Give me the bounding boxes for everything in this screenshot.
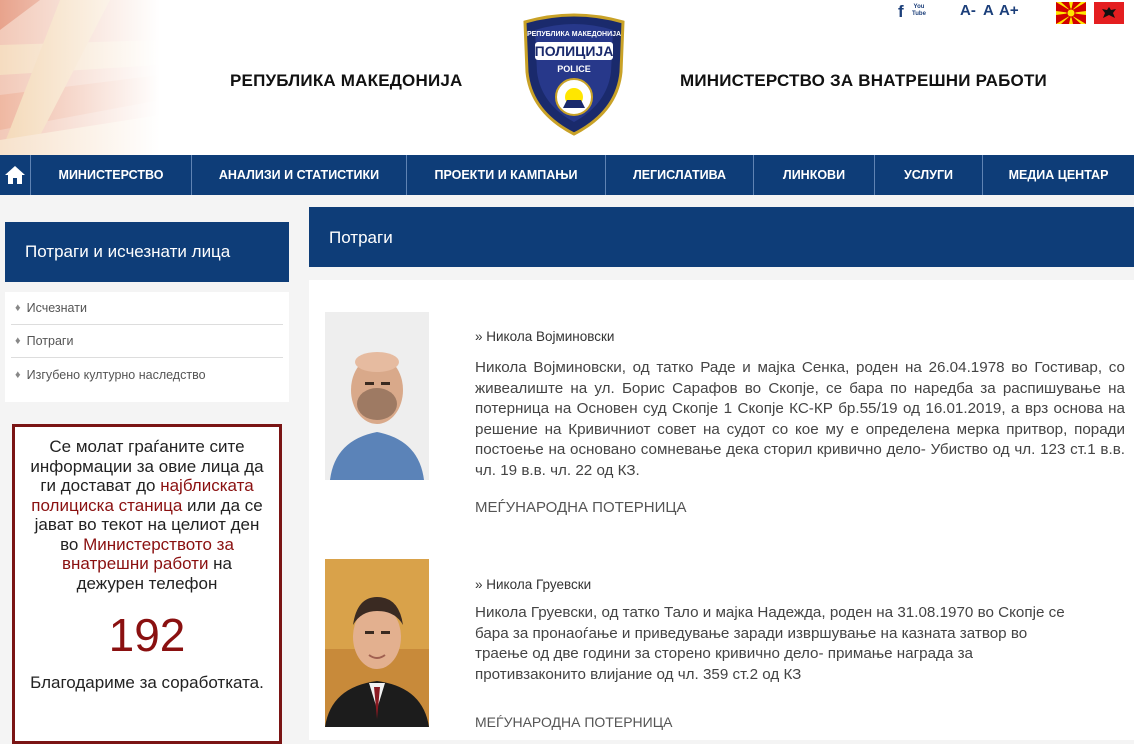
sidebar-item-label: Потраги bbox=[26, 334, 74, 348]
tag-icon: ♦ bbox=[15, 302, 21, 314]
person-photo bbox=[325, 559, 429, 727]
nav-item-services[interactable]: УСЛУГИ bbox=[875, 155, 983, 195]
international-warrant-link[interactable]: МЕЃУНАРОДНА ПОТЕРНИЦА bbox=[475, 499, 687, 516]
home-icon bbox=[4, 164, 26, 186]
ministry-title: МИНИСТЕРСТВО ЗА ВНАТРЕШНИ РАБОТИ bbox=[680, 71, 1047, 90]
notice-text: на дежурен телефон bbox=[76, 554, 233, 593]
notice-text: Се молат граѓаните сите информации за овие лица да ги достават до bbox=[30, 437, 264, 495]
notice-highlight-ministry[interactable]: Министерството за внатрешни работи bbox=[61, 534, 234, 573]
svg-text:ПОЛИЦИЈА: ПОЛИЦИЈА bbox=[534, 43, 614, 59]
nav-item-projects-campaigns[interactable]: ПРОЕКТИ И КАМПАЊИ bbox=[407, 155, 606, 195]
youtube-icon[interactable]: You Tube bbox=[912, 4, 926, 17]
sidebar-menu bbox=[5, 292, 289, 402]
macedonian-language-flag[interactable] bbox=[1056, 2, 1086, 24]
nav-item-links[interactable]: ЛИНКОВИ bbox=[754, 155, 875, 195]
home-button[interactable] bbox=[0, 155, 31, 195]
site-header bbox=[0, 0, 1134, 155]
notice-thanks: Благодариме за соработката. bbox=[30, 673, 264, 692]
wanted-list bbox=[309, 280, 1134, 740]
republic-title: РЕПУБЛИКА МАКЕДОНИЈА bbox=[230, 71, 463, 90]
sidebar-title: Потраги и исчезнати лица bbox=[5, 222, 289, 282]
sidebar-item-lost-heritage[interactable] bbox=[11, 358, 283, 391]
page-title: Потраги bbox=[309, 207, 1134, 267]
sidebar-item-wanted[interactable] bbox=[11, 325, 283, 358]
sidebar-item-label: Исчезнати bbox=[26, 301, 87, 315]
sidebar-item-missing[interactable] bbox=[11, 292, 283, 325]
duty-phone-number: 192 bbox=[108, 609, 186, 661]
nav-item-media-center[interactable]: МЕДИА ЦЕНТАР bbox=[1008, 168, 1109, 182]
notice-highlight-station[interactable]: најблиската полициска станица bbox=[31, 476, 254, 515]
svg-text:POLICE: POLICE bbox=[557, 64, 591, 74]
albanian-language-flag[interactable] bbox=[1094, 2, 1124, 24]
person-photo bbox=[325, 312, 429, 480]
person-description: Никола Груевски, од татко Тало и мајка Надежда, роден на 31.08.1970 во Скопје се бара за пронаоѓање и приведување заради извршување на казната затвор во траење од две години за сторено кривично дело- примање награда за противзаконито влијание од чл. 359 ст.2 од КЗ bbox=[475, 604, 1065, 683]
nav-item-ministry[interactable]: МИНИСТЕРСТВО bbox=[31, 155, 192, 195]
sidebar-item-label: Изгубено културно наследство bbox=[26, 367, 206, 382]
svg-text:РЕПУБЛИКА МАКЕДОНИЈА: РЕПУБЛИКА МАКЕДОНИЈА bbox=[526, 31, 622, 38]
tag-icon: ♦ bbox=[15, 368, 21, 381]
flag-background bbox=[0, 0, 160, 155]
contact-notice-box bbox=[12, 424, 282, 744]
person-description: Никола Војминовски, од татко Раде и мајка Сенка, роден на 26.04.1978 во Гостивар, со живеалиште на ул. Борис Сарафов во Скопје, се бара по наредба за распишување на потерница на Основен суд Скопје 1 Скопје КС-КР бр.55/19 од 16.01.2019, а врз основа на решение на Кривичниот совет на судот со кое му е определена мерка притвор, поради постоење на основано сомневање дека сторил кривично дело- Убиство од чл. 123 ст.1 в.в. чл. 19 в.в. чл. 22 од КЗ. bbox=[475, 359, 1125, 479]
person-name[interactable]: » Никола Војминовски bbox=[475, 329, 615, 344]
main-navigation bbox=[0, 155, 1134, 195]
font-normal-button[interactable]: A bbox=[983, 2, 994, 19]
international-warrant-link[interactable]: МЕЃУНАРОДНА ПОТЕРНИЦА bbox=[475, 714, 673, 730]
person-name[interactable]: » Никола Груевски bbox=[475, 577, 592, 592]
facebook-icon[interactable]: f bbox=[898, 2, 904, 21]
font-increase-button[interactable]: A+ bbox=[999, 2, 1019, 19]
police-badge-logo[interactable] bbox=[517, 12, 631, 136]
tag-icon: ♦ bbox=[15, 335, 21, 347]
nav-item-analysis-statistics[interactable]: АНАЛИЗИ И СТАТИСТИКИ bbox=[192, 155, 407, 195]
font-decrease-button[interactable]: A- bbox=[960, 2, 976, 19]
nav-item-legislation[interactable]: ЛЕГИСЛАТИВА bbox=[606, 155, 754, 195]
notice-text: или да се јават во текот на целиот ден во bbox=[34, 495, 263, 554]
